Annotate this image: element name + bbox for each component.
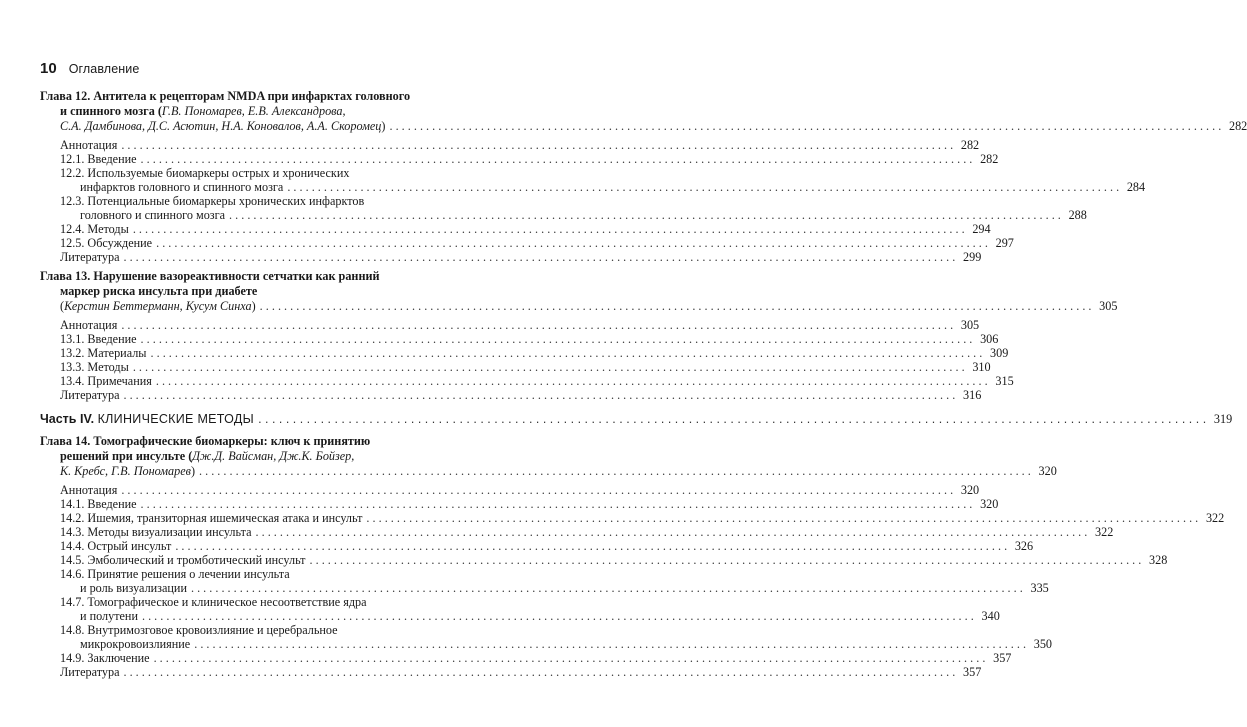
toc-entry-line2 [80, 208, 1087, 222]
page-ref: 335 [1030, 581, 1049, 595]
leader-dots [121, 483, 953, 497]
text-span: ) [251, 299, 256, 313]
running-header [40, 60, 139, 80]
leader-dots [142, 609, 974, 623]
leader-dots [133, 360, 965, 374]
page-ref: 309 [990, 346, 1009, 360]
entry-text: и роль визуализации [80, 581, 187, 595]
entry-text: 13.2. Материалы [60, 346, 147, 360]
chapter-13-authors: Керстин Беттерманн, Кусум Синха [64, 299, 252, 313]
page-ref: 326 [1014, 539, 1034, 553]
toc-entry [60, 553, 1168, 567]
toc-entry-line1 [60, 166, 460, 180]
text-span: Глава 12. Антитела к рецепторам NMDA при инфарктах головного [40, 89, 411, 103]
text-span: 14.8. Внутримозговое кровоизлияние и церебральное [60, 623, 338, 637]
page-ref: 350 [1033, 637, 1053, 651]
toc-entry [60, 665, 982, 679]
chapter-14-authors-part1: Дж.Д. Вайсман, Дж.К. Бойзер, [192, 449, 355, 463]
chapter-12-title-line1 [40, 89, 460, 103]
leader-dots [260, 299, 1092, 313]
toc-entry-line1 [60, 567, 460, 581]
page-ref: 288 [1068, 208, 1087, 222]
entry-text [60, 119, 385, 133]
page-ref: 306 [980, 332, 999, 346]
entry-text: Аннотация [60, 483, 118, 497]
chapter-13-title-line2 [60, 284, 460, 298]
page-ref: 322 [1095, 525, 1114, 539]
leader-dots [191, 581, 1023, 595]
toc-entry-line2 [80, 180, 1146, 194]
chapter-12-authors-part1: Г.В. Пономарев, Е.В. Александрова, [161, 104, 346, 118]
entry-text: и полутени [80, 609, 138, 623]
page-ref: 322 [1205, 511, 1225, 525]
entry-text: 13.1. Введение [60, 332, 137, 346]
text-span: решений при инсульте ( [60, 449, 193, 463]
leader-dots [156, 236, 988, 250]
toc-entry-line1 [60, 623, 460, 637]
chapter-12-title-line2 [60, 104, 460, 118]
leader-dots [258, 411, 1206, 427]
entry-text: 13.3. Методы [60, 360, 129, 374]
chapter-14-page: 320 [1038, 464, 1057, 478]
toc-entry-line2 [80, 637, 1053, 651]
toc-entry [60, 138, 980, 152]
leader-dots [121, 318, 953, 332]
entry-text: Аннотация [60, 318, 118, 332]
chapter-12-page: 282 [1228, 119, 1247, 133]
leader-dots [156, 374, 988, 388]
text-span: Глава 14. Томографические биомаркеры: ключ к принятию [40, 434, 371, 448]
chapter-12-title-line3 [60, 119, 1247, 133]
entry-text: Аннотация [60, 138, 118, 152]
leader-dots [310, 553, 1142, 567]
leader-dots [389, 119, 1221, 133]
toc-entry-line1 [60, 194, 460, 208]
toc-entry [60, 250, 982, 264]
leader-dots [141, 332, 973, 346]
leader-dots [133, 222, 965, 236]
entry-text: 12.4. Методы [60, 222, 129, 236]
toc-entry [60, 539, 1034, 553]
text-span: 14.6. Принятие решения о лечении инсульта [60, 567, 290, 581]
entry-text: 14.3. Методы визуализации инсульта [60, 525, 252, 539]
page-ref: 328 [1149, 553, 1168, 567]
toc-entry [60, 236, 1014, 250]
entry-text [60, 299, 256, 313]
leader-dots [366, 511, 1198, 525]
leader-dots [229, 208, 1061, 222]
entry-text [60, 464, 195, 478]
text-span: и спинного мозга ( [60, 104, 162, 118]
leader-dots [151, 346, 983, 360]
page-ref: 310 [972, 360, 991, 374]
chapter-14-title-line1 [40, 434, 460, 448]
leader-dots [194, 637, 1026, 651]
chapter-14-title-line2 [60, 449, 460, 463]
text-span: Глава 13. Нарушение вазореактивности сетчатки как ранний [40, 269, 380, 283]
page-ref: 315 [995, 374, 1014, 388]
toc-entry [60, 525, 1114, 539]
toc-entry [60, 511, 1225, 525]
page-ref: 297 [995, 236, 1014, 250]
part-4-title: КЛИНИЧЕСКИЕ МЕТОДЫ [97, 412, 255, 426]
entry-text: 14.1. Введение [60, 497, 137, 511]
toc-entry [60, 346, 1009, 360]
page-ref: 284 [1126, 180, 1146, 194]
toc-entry [60, 152, 999, 166]
entry-text: инфарктов головного и спинного мозга [80, 180, 284, 194]
leader-dots [123, 388, 955, 402]
toc-entry [60, 374, 1014, 388]
toc-entry [60, 388, 982, 402]
toc-entry [60, 222, 991, 236]
toc-entry-line2 [80, 609, 1000, 623]
entry-text: Литература [60, 665, 120, 679]
part-4-label: Часть IV. [40, 412, 95, 426]
text-span: ) [381, 119, 386, 133]
leader-dots [141, 497, 973, 511]
leader-dots [123, 665, 955, 679]
leader-dots [141, 152, 973, 166]
page-ref: 320 [980, 497, 999, 511]
page-ref: 305 [960, 318, 980, 332]
chapter-14-authors-part2: К. Кребс, Г.В. Пономарев [60, 464, 191, 478]
entry-text: 14.4. Острый инсульт [60, 539, 172, 553]
toc-entry [60, 497, 999, 511]
toc-entry [60, 332, 999, 346]
leader-dots [121, 138, 953, 152]
entry-text: 14.9. Заключение [60, 651, 150, 665]
entry-text [40, 411, 254, 427]
chapter-12-authors-part2: С.А. Дамбинова, Д.С. Асютин, Н.А. Коновалов, А.А. Скоромец [60, 119, 382, 133]
part-4-heading [40, 411, 1233, 427]
entry-text: 13.4. Примечания [60, 374, 152, 388]
toc-entry [60, 318, 980, 332]
toc-entry [60, 360, 991, 374]
text-span: 12.3. Потенциальные биомаркеры хронических инфарктов [60, 194, 365, 208]
page-ref: 299 [963, 250, 982, 264]
leader-dots [287, 180, 1119, 194]
chapter-13-title-line3 [60, 299, 1118, 313]
chapter-13-title-line1 [40, 269, 460, 283]
toc-entry [60, 483, 980, 497]
leader-dots [199, 464, 1031, 478]
chapter-14-title-line3 [60, 464, 1057, 478]
entry-text: 14.2. Ишемия, транзиторная ишемическая атака и инсульт [60, 511, 363, 525]
entry-text: головного и спинного мозга [80, 208, 226, 222]
page-ref: 282 [960, 138, 980, 152]
page-ref: 316 [963, 388, 982, 402]
toc-entry-line2 [80, 581, 1049, 595]
text-span: маркер риска инсульта при диабете [60, 284, 258, 298]
entry-text: 14.5. Эмболический и тромботический инсульт [60, 553, 306, 567]
leader-dots [256, 525, 1088, 539]
entry-text: Литература [60, 388, 120, 402]
toc-entry [60, 651, 1012, 665]
page-ref: 294 [972, 222, 991, 236]
part-4-page: 319 [1213, 412, 1233, 426]
page-ref: 282 [980, 152, 999, 166]
page-ref: 340 [981, 609, 1000, 623]
text-span: 14.7. Томографическое и клиническое несоответствие ядра [60, 595, 367, 609]
page-ref: 357 [993, 651, 1012, 665]
chapter-13-page: 305 [1099, 299, 1118, 313]
page-number: 10 [40, 60, 57, 77]
entry-text: 12.5. Обсуждение [60, 236, 153, 250]
text-span: ) [190, 464, 195, 478]
running-title: Оглавление [68, 62, 140, 76]
page-ref: 357 [963, 665, 982, 679]
text-span: ( [60, 299, 65, 313]
toc-entry-line1 [60, 595, 460, 609]
leader-dots [123, 250, 955, 264]
leader-dots [175, 539, 1007, 553]
page-ref: 320 [960, 483, 980, 497]
leader-dots [154, 651, 986, 665]
entry-text: 12.1. Введение [60, 152, 137, 166]
text-span: 12.2. Используемые биомаркеры острых и хронических [60, 166, 350, 180]
entry-text: Литература [60, 250, 120, 264]
entry-text: микрокровоизлияние [80, 637, 191, 651]
